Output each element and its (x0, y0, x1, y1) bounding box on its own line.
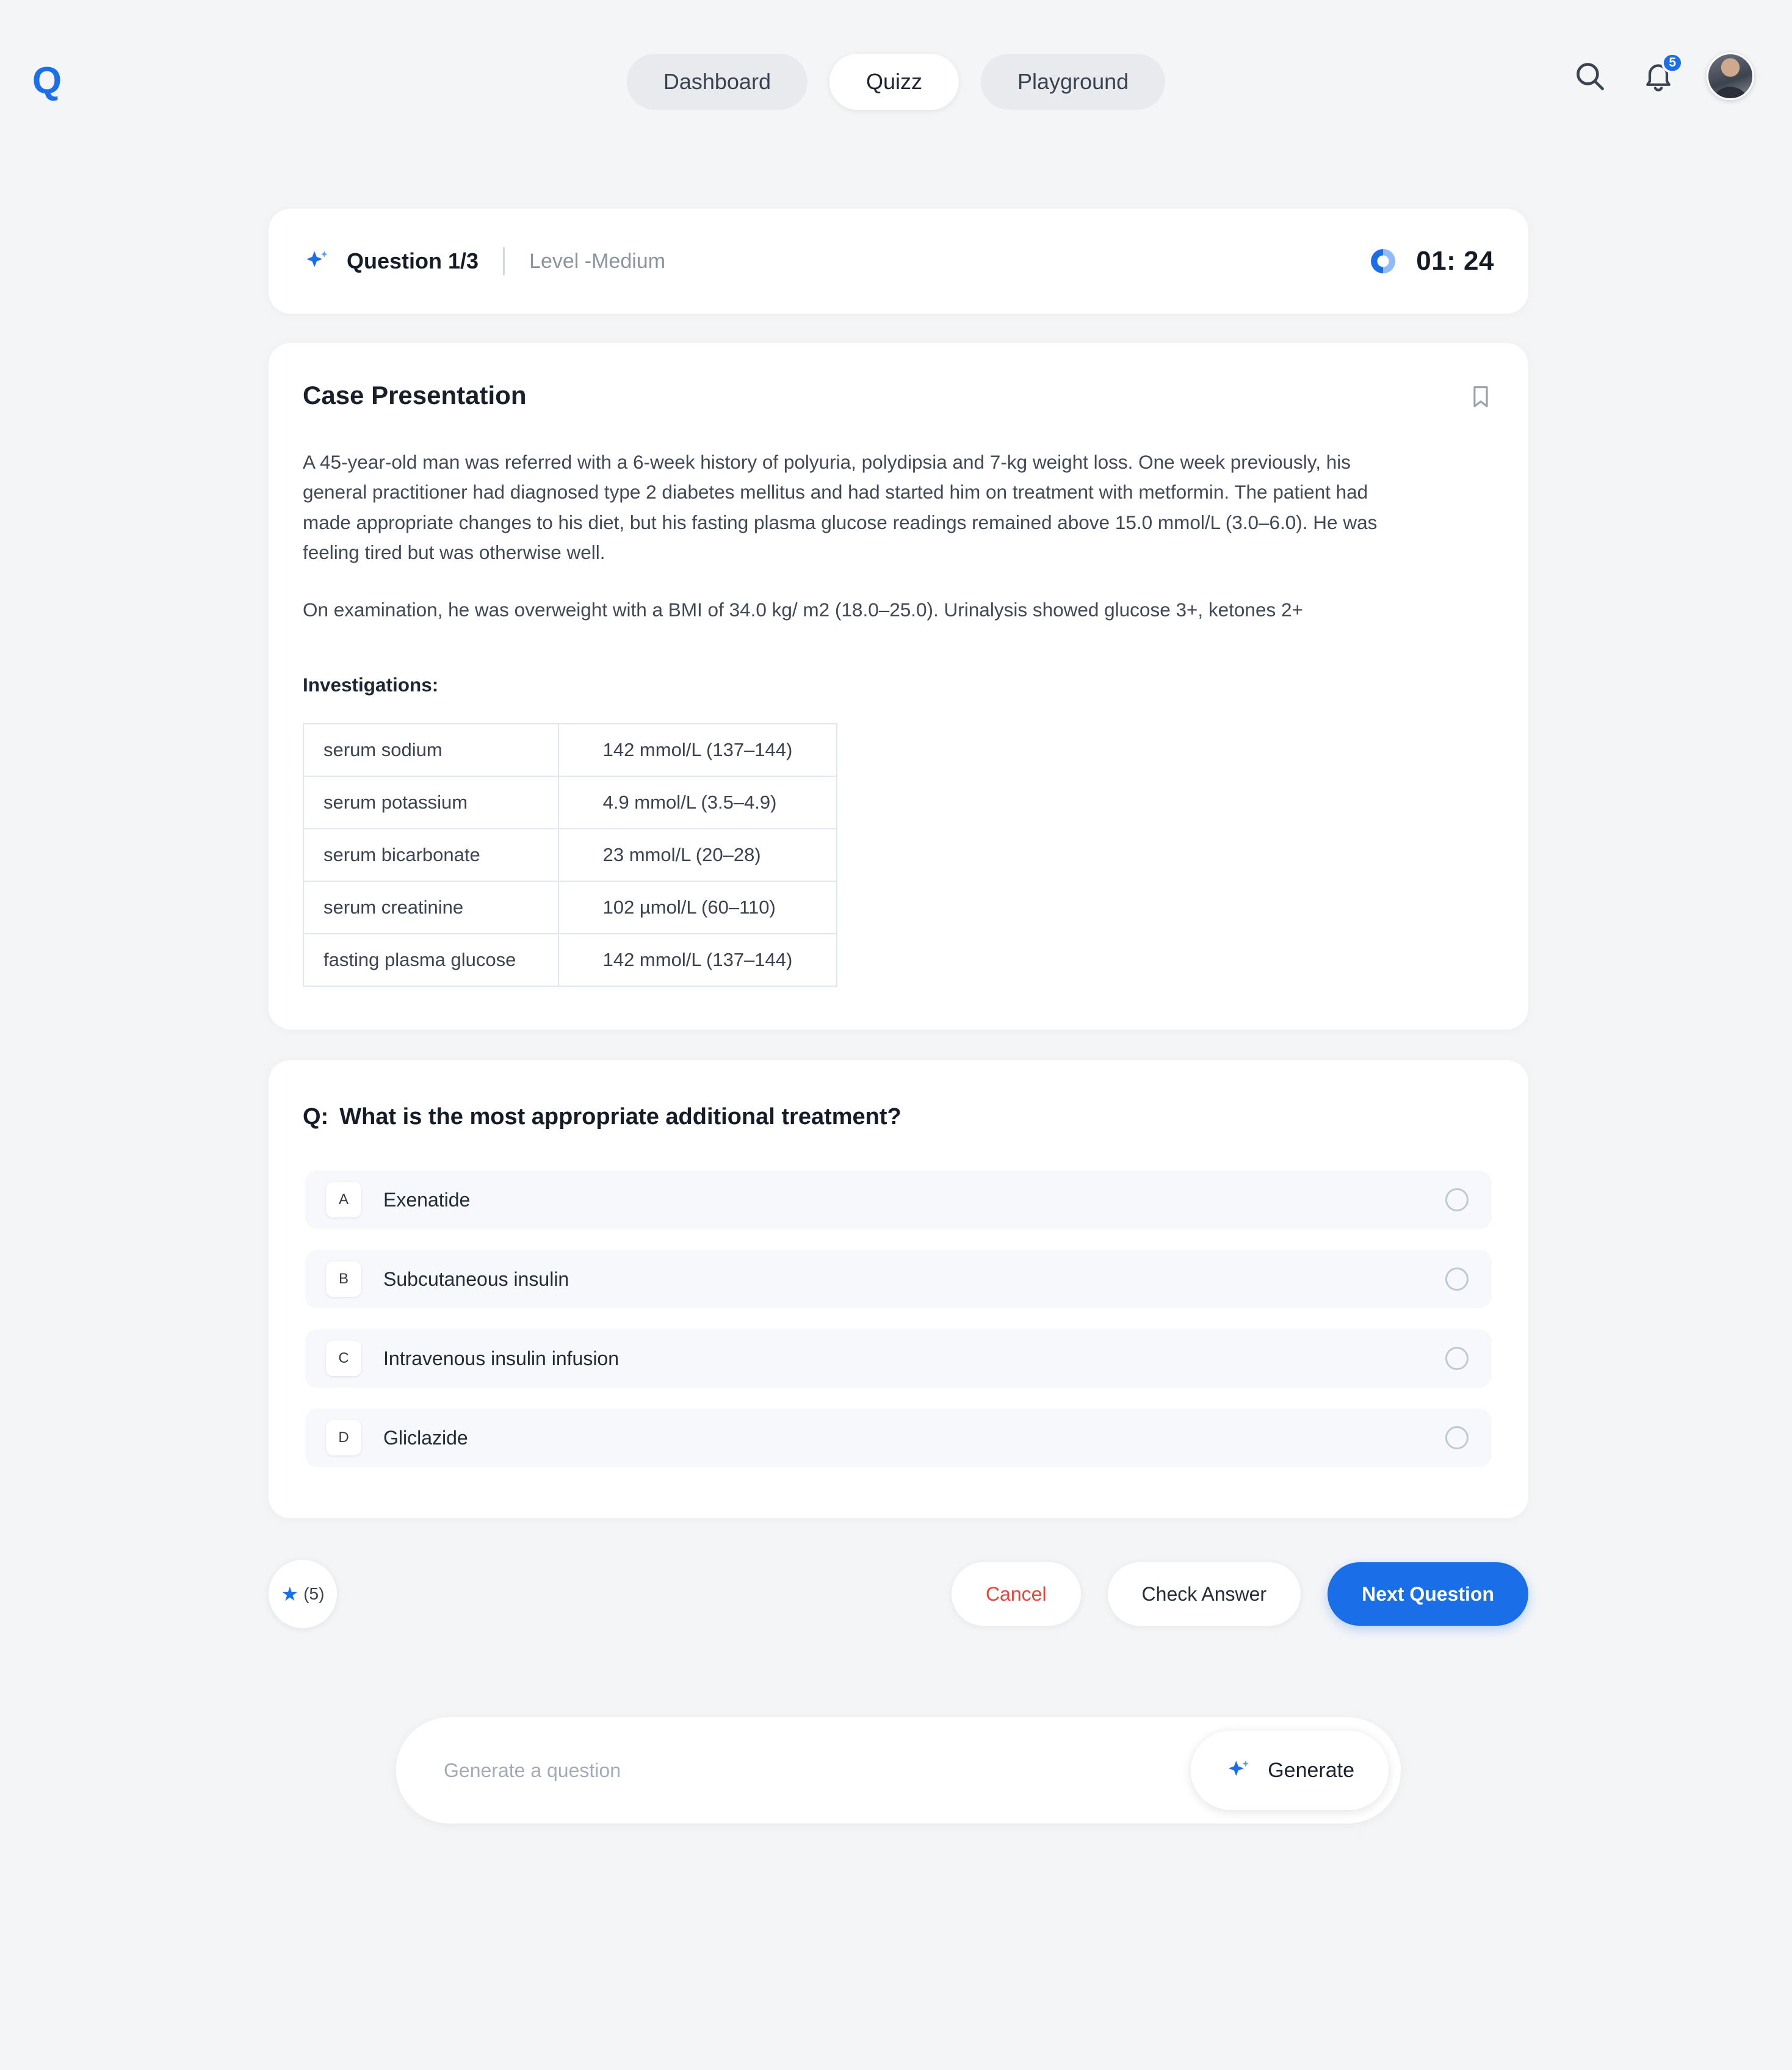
generate-button[interactable] (1191, 1731, 1389, 1810)
next-question-button-label: Next Question (1362, 1582, 1494, 1605)
option-b-label: Subcutaneous insulin (383, 1268, 569, 1290)
question-text-row (303, 1104, 1494, 1130)
investigation-name: serum potassium (303, 776, 558, 829)
option-a-key: A (326, 1182, 361, 1217)
bookmark-icon (1467, 381, 1494, 413)
search-button[interactable] (1570, 56, 1610, 96)
investigation-value: 142 mmol/L (137–144) (558, 934, 837, 986)
timer-value: 01: 24 (1416, 246, 1494, 276)
top-navigation-bar (0, 0, 1792, 151)
question-level: Level -Medium (529, 249, 666, 273)
clock-icon (1367, 245, 1399, 277)
nav-item-quizz-label: Quizz (865, 69, 923, 94)
search-icon (1572, 59, 1608, 94)
question-counter: Question 1/3 (347, 248, 479, 273)
investigation-name: fasting plasma glucose (303, 934, 558, 986)
answer-options (303, 1170, 1494, 1467)
nav-item-dashboard-label: Dashboard (663, 69, 771, 94)
table-row (303, 934, 837, 986)
case-paragraph-2: On examination, he was overweight with a BMI of 34.0 kg/ m2 (18.0–25.0). Urinalysis showed glucose 3+, ketones 2+ (303, 598, 1303, 621)
case-header (303, 381, 1494, 416)
table-row (303, 829, 837, 881)
main-nav (627, 54, 1165, 110)
question-meta-bar (269, 209, 1528, 314)
option-c-key: C (326, 1341, 361, 1376)
notifications-button[interactable] (1638, 56, 1678, 96)
question-meta-left (303, 247, 665, 275)
favorite-count: (5) (303, 1584, 325, 1604)
sparkle-icon (303, 247, 331, 275)
next-question-button[interactable] (1328, 1562, 1528, 1626)
question-prefix: Q: (303, 1104, 329, 1130)
table-row (303, 724, 837, 776)
option-b[interactable] (305, 1250, 1492, 1308)
investigation-value: 142 mmol/L (137–144) (558, 724, 837, 776)
investigation-name: serum bicarbonate (303, 829, 558, 881)
nav-item-playground-label: Playground (1017, 69, 1129, 94)
investigation-name: serum sodium (303, 724, 558, 776)
cancel-button-label: Cancel (985, 1582, 1047, 1605)
nav-item-playground[interactable] (981, 54, 1165, 110)
check-answer-button[interactable] (1108, 1562, 1301, 1626)
app-logo-text: Q (32, 59, 61, 102)
option-d-key: D (326, 1420, 361, 1455)
option-b-radio[interactable] (1445, 1268, 1469, 1291)
case-presentation-card (269, 343, 1528, 1030)
investigation-value: 23 mmol/L (20–28) (558, 829, 837, 881)
option-c-label: Intravenous insulin infusion (383, 1347, 620, 1369)
generate-button-label: Generate (1268, 1758, 1354, 1782)
avatar[interactable] (1707, 52, 1754, 100)
quiz-page (269, 209, 1528, 1823)
option-b-key: B (326, 1261, 361, 1297)
option-d[interactable] (305, 1408, 1492, 1467)
cancel-button[interactable] (952, 1562, 1081, 1626)
option-c-radio[interactable] (1445, 1347, 1469, 1370)
table-row (303, 776, 837, 829)
generate-question-bar (396, 1717, 1401, 1823)
option-a-label: Exenatide (383, 1188, 471, 1211)
option-d-radio[interactable] (1445, 1426, 1469, 1449)
nav-item-dashboard[interactable] (627, 54, 807, 110)
investigation-value: 102 µmol/L (60–110) (558, 881, 837, 934)
table-row (303, 881, 837, 934)
star-icon: ★ (281, 1583, 299, 1606)
nav-item-quizz[interactable] (829, 54, 959, 110)
option-a[interactable] (305, 1170, 1492, 1229)
option-d-label: Gliclazide (383, 1426, 468, 1449)
question-text: What is the most appropriate additional treatment? (339, 1104, 901, 1130)
investigations-label: Investigations: (303, 674, 439, 696)
option-a-radio[interactable] (1445, 1188, 1469, 1211)
option-c[interactable] (305, 1329, 1492, 1388)
case-paragraph-1: A 45-year-old man was referred with a 6-week history of polyuria, polydipsia and 7-kg weight loss. One week previously, his general practitioner had diagnosed type 2 diabetes mellitus and had started him on treatment with metformin. The patient had made appropriate changes to his diet, but his fasting plasma glucose readings remained above 15.0 mmol/L (3.0–6.0). He was feeling tired but was otherwise well. (303, 451, 1378, 564)
investigations-table (303, 723, 837, 987)
action-buttons (952, 1562, 1528, 1626)
check-answer-button-label: Check Answer (1141, 1582, 1267, 1605)
generate-question-input[interactable] (444, 1759, 1191, 1782)
investigation-name: serum creatinine (303, 881, 558, 934)
bookmark-button[interactable] (1467, 381, 1494, 416)
investigation-value: 4.9 mmol/L (3.5–4.9) (558, 776, 837, 829)
meta-divider (503, 247, 505, 275)
topbar-actions (1570, 52, 1754, 100)
favorite-count-pill[interactable] (269, 1560, 337, 1628)
app-logo[interactable] (24, 59, 68, 103)
notification-badge: 5 (1661, 52, 1683, 73)
question-timer (1367, 245, 1494, 277)
sparkle-icon (1225, 1757, 1252, 1784)
case-title: Case Presentation (303, 381, 527, 409)
action-row (269, 1557, 1528, 1631)
question-card (269, 1060, 1528, 1518)
